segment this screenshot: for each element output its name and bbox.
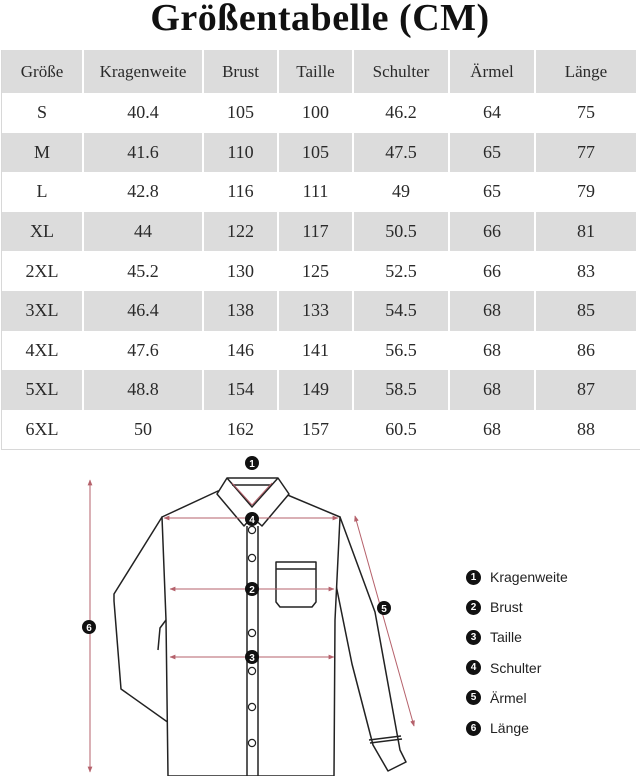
- table-cell: 117: [279, 212, 352, 252]
- table-cell: 130: [227, 260, 254, 281]
- table-cell: 66: [483, 260, 501, 281]
- marker-6-icon: [82, 620, 96, 634]
- shirt-outline: [114, 478, 406, 776]
- svg-text:3: 3: [249, 653, 255, 664]
- header-cell: Länge: [536, 50, 636, 93]
- table-cell: 141: [302, 339, 329, 360]
- table-cell: 77: [536, 133, 636, 173]
- legend-item-laenge: [466, 713, 568, 743]
- table-cell: 60.5: [385, 419, 417, 440]
- legend-label: Kragenweite: [490, 569, 568, 586]
- table-cell: 81: [536, 212, 636, 252]
- table-cell: 41.6: [84, 133, 202, 173]
- number-1-icon: 1: [466, 570, 481, 585]
- table-cell: 116: [227, 181, 254, 202]
- table-row: [2, 331, 636, 371]
- table-row: [2, 212, 636, 252]
- table-cell: 58.5: [354, 370, 448, 410]
- table-cell: 50.5: [354, 212, 448, 252]
- marker-2-icon: [245, 582, 259, 596]
- table-cell: 68: [450, 370, 534, 410]
- number-2-icon: 2: [466, 600, 481, 615]
- marker-4-icon: [245, 512, 259, 526]
- header-cell: Brust: [204, 50, 277, 93]
- table-cell: XL: [2, 212, 82, 252]
- table-cell: 66: [450, 212, 534, 252]
- table-cell: 4XL: [25, 339, 59, 360]
- table-cell: 42.8: [127, 181, 159, 202]
- table-cell: 68: [483, 339, 501, 360]
- legend-label: Taille: [490, 629, 522, 646]
- table-cell: 56.5: [385, 339, 417, 360]
- table-cell: L: [36, 181, 48, 202]
- measurement-legend: [466, 562, 568, 743]
- marker-3-icon: [245, 650, 259, 664]
- table-row: [2, 410, 636, 450]
- svg-text:1: 1: [249, 459, 255, 470]
- table-cell: 87: [536, 370, 636, 410]
- table-row: [2, 370, 636, 410]
- legend-label: Länge: [490, 720, 529, 737]
- header-cell: Taille: [279, 50, 352, 93]
- table-cell: 44: [84, 212, 202, 252]
- number-6-icon: 6: [466, 721, 481, 736]
- table-cell: 149: [279, 370, 352, 410]
- table-cell: 105: [227, 102, 254, 123]
- table-cell: 86: [577, 339, 595, 360]
- table-cell: 46.4: [84, 291, 202, 331]
- number-5-icon: 5: [466, 690, 481, 705]
- header-cell: Ärmel: [450, 50, 534, 93]
- legend-item-aermel: [466, 683, 568, 713]
- legend-item-kragenweite: [466, 562, 568, 592]
- table-cell: 68: [450, 291, 534, 331]
- size-table: [1, 50, 640, 450]
- table-cell: 111: [302, 181, 329, 202]
- table-cell: 88: [577, 419, 595, 440]
- table-cell: 5XL: [2, 370, 82, 410]
- header-cell: Kragenweite: [84, 50, 202, 93]
- table-cell: 122: [204, 212, 277, 252]
- legend-label: Ärmel: [490, 689, 527, 706]
- table-cell: 157: [302, 419, 329, 440]
- svg-text:4: 4: [249, 515, 255, 526]
- legend-label: Brust: [490, 599, 523, 616]
- table-cell: 49: [392, 181, 410, 202]
- table-cell: 48.8: [84, 370, 202, 410]
- svg-text:5: 5: [381, 604, 387, 615]
- header-cell: Größe: [2, 50, 82, 93]
- table-row: [2, 251, 636, 291]
- table-cell: 65: [483, 181, 501, 202]
- table-cell: 79: [577, 181, 595, 202]
- table-cell: 100: [302, 102, 329, 123]
- header-cell: Schulter: [354, 50, 448, 93]
- table-header-row: [2, 50, 636, 93]
- table-cell: 85: [536, 291, 636, 331]
- table-cell: S: [36, 102, 47, 123]
- table-cell: 83: [577, 260, 595, 281]
- table-cell: 154: [204, 370, 277, 410]
- table-cell: 64: [483, 102, 501, 123]
- table-cell: 105: [279, 133, 352, 173]
- table-cell: 146: [227, 339, 254, 360]
- table-cell: 47.5: [354, 133, 448, 173]
- marker-5-icon: [377, 601, 391, 615]
- table-cell: 50: [134, 419, 152, 440]
- legend-item-brust: [466, 592, 568, 622]
- table-cell: 2XL: [25, 260, 59, 281]
- svg-text:6: 6: [86, 623, 92, 634]
- legend-label: Schulter: [490, 659, 542, 676]
- table-cell: 46.2: [385, 102, 417, 123]
- marker-1-icon: [245, 456, 259, 470]
- number-3-icon: 3: [466, 630, 481, 645]
- table-cell: 6XL: [25, 419, 59, 440]
- table-cell: 52.5: [385, 260, 417, 281]
- legend-item-schulter: [466, 653, 568, 683]
- table-row: [2, 172, 636, 212]
- table-cell: 40.4: [127, 102, 159, 123]
- table-cell: 65: [450, 133, 534, 173]
- table-cell: 110: [204, 133, 277, 173]
- table-cell: 47.6: [127, 339, 159, 360]
- table-row: [2, 93, 636, 133]
- page-title: Größentabelle (CM): [150, 0, 490, 39]
- table-cell: 125: [302, 260, 329, 281]
- table-cell: 45.2: [127, 260, 159, 281]
- table-cell: 138: [204, 291, 277, 331]
- table-row: [2, 133, 636, 173]
- number-4-icon: 4: [466, 660, 481, 675]
- table-cell: 54.5: [354, 291, 448, 331]
- table-cell: 162: [227, 419, 254, 440]
- svg-text:2: 2: [249, 585, 255, 596]
- table-cell: 133: [279, 291, 352, 331]
- table-row: [2, 291, 636, 331]
- table-cell: M: [2, 133, 82, 173]
- table-cell: 75: [577, 102, 595, 123]
- table-cell: 3XL: [2, 291, 82, 331]
- legend-item-taille: [466, 622, 568, 652]
- table-cell: 68: [483, 419, 501, 440]
